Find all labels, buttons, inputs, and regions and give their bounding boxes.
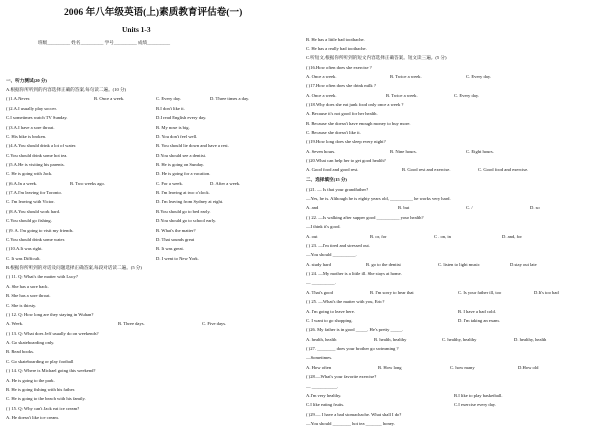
answer-option: B.I don't like it.: [156, 106, 185, 111]
line-text: —Sometimes.: [306, 355, 333, 360]
answer-option: C. Every day.: [454, 93, 479, 98]
answer-option: B. Good rest and exercise.: [402, 167, 451, 172]
line-text: ( )20.What can help her to get good health?: [306, 158, 386, 163]
line-text: C.I like eating fruits.: [306, 402, 345, 407]
answer-option: D. That sounds great: [156, 237, 195, 242]
line-text: B. Read books.: [6, 349, 35, 354]
line-text: A. He is going to the park.: [6, 378, 55, 383]
answer-option: C . on, in: [434, 234, 451, 239]
answer-option: C. Eight hours.: [466, 149, 494, 154]
answer-option: D. so: [530, 205, 540, 210]
line-text: A. Good food and good rest.: [306, 167, 359, 172]
line-text: ( )8.A.You should work hard.: [6, 209, 61, 214]
answer-option: D. I'm leaving from Sydney at eight.: [156, 199, 224, 204]
line-text: ( )5.A.He is visiting his parents.: [6, 162, 65, 167]
answer-option: B. It was great.: [156, 246, 184, 251]
line-text: ( )7.A.I'm leaving for Toronto.: [6, 190, 62, 195]
student-info-line: 班级__________ 姓名__________ 学号__________ 成绩__________: [38, 40, 171, 45]
line-text: ( )21. — Is that your grandfather?: [306, 187, 369, 192]
line-text: A. out: [306, 234, 318, 239]
line-text: ( )3.A.I have a sore throat.: [6, 125, 55, 130]
line-text: ( )9. A. I'm going to visit my friends.: [6, 228, 74, 233]
line-text: A. I'm going to leave here.: [306, 309, 355, 314]
line-text: ( )26. My father is in good _____. He's pretty _____.: [306, 327, 404, 332]
line-text: —Yes, he is. Although he is eighty years old, __________ he works very hard.: [306, 196, 451, 201]
line-text: C. He is going with Jack.: [6, 171, 53, 176]
line-text: ( )17.How often does she drink milk ?: [306, 83, 376, 88]
line-text: C. Go skateboarding or play football: [6, 359, 74, 364]
answer-option: B. Two weeks ago.: [70, 181, 105, 186]
answer-option: D.You should see a dentist.: [156, 153, 207, 158]
answer-option: D. healthy, health: [514, 337, 547, 342]
line-text: A. Because it's not good for her health.: [306, 111, 378, 116]
line-text: A. That's good: [306, 290, 333, 295]
line-text: ( )6.A.In a week.: [6, 181, 38, 186]
line-text: ( ) 25. —What's the matter with you, Eric?: [306, 299, 385, 304]
line-text: ( )1.A.Never.: [6, 96, 31, 101]
line-text: A. Week.: [6, 321, 24, 326]
answer-option: D.You should go to school early.: [156, 218, 217, 223]
line-text: ( ) 24. —My mother is a little ill. She stays at home.: [306, 271, 402, 276]
line-text: ( )10.A.It was right.: [6, 246, 43, 251]
answer-option: B. I have a bad cold.: [458, 309, 496, 314]
answer-option: C. healthy, healthy: [442, 337, 477, 342]
answer-option: B. or, for: [370, 234, 387, 239]
line-text: B. She has a sore throat.: [6, 293, 51, 298]
line-text: ( ) 13. Q: What does Jeff usually do on weekends?: [6, 331, 99, 336]
answer-option: C. /: [466, 205, 473, 210]
answer-option: D. and, for: [502, 234, 522, 239]
line-text: C. It was Difficult.: [6, 256, 41, 261]
answer-option: C.I exercise every day.: [454, 402, 496, 407]
answer-option: B. Nine hours.: [390, 149, 417, 154]
line-text: B.根据你所听到的对话及问题选择正确答案,每段对话读二遍。(5 分): [6, 265, 142, 270]
line-text: — __________.: [306, 280, 336, 285]
line-text: —I think it's good.: [306, 224, 341, 229]
answer-option: C. Is your father ill, too: [458, 290, 502, 295]
answer-option: B. My nose is big.: [156, 125, 190, 130]
line-text: ( ) 14. Q: Where is Michael going this weekend?: [6, 368, 96, 373]
line-text: 二、选择填空(15 分): [306, 177, 347, 182]
answer-option: D.It's too bad: [534, 290, 559, 295]
line-text: C. She is thirsty.: [6, 303, 37, 308]
line-text: C.I sometimes watch TV Sunday.: [6, 115, 68, 120]
line-text: ( )29.— I have a bad stomachache. What shall I do?: [306, 412, 402, 417]
answer-option: D. He is going for a vacation.: [156, 171, 211, 176]
line-text: —You should ________ hot tea _______ honey.: [306, 421, 395, 426]
line-text: ( )19.How long does she sleep every night?: [306, 139, 386, 144]
units-heading: Units 1-3: [122, 25, 151, 34]
answer-option: B. Three days.: [118, 321, 145, 326]
line-text: A. Seven hours.: [306, 149, 336, 154]
line-text: C. I'm leaving with Victor.: [6, 199, 55, 204]
line-text: C.听短文,根据你所听到的短文内容选择正确答案。短文读三遍。(5 分): [306, 55, 447, 60]
answer-option: B. He is going on Sunday.: [156, 162, 205, 167]
line-text: A. How often: [306, 365, 332, 370]
line-text: A.I'm very healthy.: [306, 393, 342, 398]
answer-option: C. Good food and exercise.: [478, 167, 529, 172]
line-text: A. She has a sore back.: [6, 284, 49, 289]
page-title: 2006 年八年级英语(上)素质教育评估卷(一): [64, 7, 243, 18]
line-text: A. and: [306, 205, 319, 210]
answer-option: C. Five days.: [202, 321, 227, 326]
answer-option: B.I like to play basketball.: [454, 393, 503, 398]
answer-option: B. Twice a week.: [390, 74, 422, 79]
line-text: A. Once a week.: [306, 74, 337, 79]
line-text: B. He has a little bad toothache.: [306, 37, 365, 42]
line-text: A. health, health: [306, 337, 337, 342]
answer-option: B. I'm sorry to hear that: [370, 290, 414, 295]
line-text: A. study hard: [306, 262, 331, 267]
answer-option: B. How long: [378, 365, 402, 370]
line-text: ( )16.How often does she exercise ?: [306, 65, 372, 70]
line-text: ( )18.Why does she eat junk food only once a week ?: [306, 102, 404, 107]
answer-option: D. Three times a day.: [210, 96, 250, 101]
answer-option: B. I'm leaving at two o'clock.: [156, 190, 210, 195]
answer-option: C. how many: [450, 365, 475, 370]
line-text: ( ) 15. Q: Why can't Jack eat ice cream?: [6, 406, 80, 411]
line-text: C. Because she doesn't like it.: [306, 130, 361, 135]
line-text: ( ) 23. —I'm tired and stressed out.: [306, 243, 370, 248]
answer-option: B. health, healthy: [374, 337, 407, 342]
line-text: C.You should go fishing.: [6, 218, 52, 223]
answer-option: D. You don't feel well.: [156, 134, 198, 139]
answer-option: B. go to the dentist: [366, 262, 401, 267]
line-text: A. Go skateboarding only.: [6, 340, 55, 345]
line-text: ( ) 11. Q: What's the matter with Lucy?: [6, 274, 78, 279]
line-text: ( )28.—What's your favorite exercise?: [306, 374, 377, 379]
answer-option: B. but: [398, 205, 410, 210]
answer-option: B. You should lie down and have a rest.: [156, 143, 229, 148]
line-text: A. He doesn't like ice cream.: [6, 415, 59, 420]
line-text: ( )4.A.You should drink a lot of water.: [6, 143, 77, 148]
answer-option: D. I went to New York.: [156, 256, 199, 261]
line-text: 一、听力测试(20 分): [6, 78, 47, 83]
line-text: B. He is going fishing with his father.: [6, 387, 76, 392]
line-text: — ___________.: [306, 384, 339, 389]
line-text: C.You should drink some hot tea.: [6, 153, 68, 158]
line-text: ( ) 22. —Is walking after supper good __________ your health?: [306, 215, 424, 220]
line-text: C.You should drink some water.: [6, 237, 65, 242]
line-text: B. Because she doesn't have enough money to buy more.: [306, 121, 411, 126]
answer-option: D.How old: [518, 365, 539, 370]
line-text: C. He has a really bad toothache.: [306, 46, 367, 51]
answer-option: B.You should go to bed early.: [156, 209, 211, 214]
answer-option: D.stay out late: [510, 262, 537, 267]
answer-option: D. I'm taking an exam.: [458, 318, 500, 323]
answer-option: D. After a week.: [210, 181, 241, 186]
answer-option: B. What's the matter?: [156, 228, 196, 233]
line-text: ( )27. ________ does your brother go swimming ?: [306, 346, 399, 351]
answer-option: C. listen to light music: [438, 262, 480, 267]
line-text: ( ) 12. Q: How long are they staying in Wuhan?: [6, 312, 94, 317]
line-text: A. Once a week.: [306, 93, 337, 98]
line-text: C. I want to go shopping.: [306, 318, 353, 323]
answer-option: C. Every day.: [156, 96, 181, 101]
line-text: A.根据你所听到的内容选择正确的答案,每句读二遍。(10 分): [6, 87, 127, 92]
line-text: ( )2.A.I usually play soccer.: [6, 106, 57, 111]
answer-option: C. Every day.: [466, 74, 491, 79]
line-text: C. He is going to the beach with his family.: [6, 396, 86, 401]
answer-option: C. For a week.: [156, 181, 183, 186]
answer-option: D.I read English every day.: [156, 115, 207, 120]
answer-option: B. Twice a week.: [386, 93, 418, 98]
line-text: C. His bike is broken.: [6, 134, 47, 139]
line-text: —You should __________.: [306, 252, 357, 257]
answer-option: B. Once a week.: [94, 96, 125, 101]
